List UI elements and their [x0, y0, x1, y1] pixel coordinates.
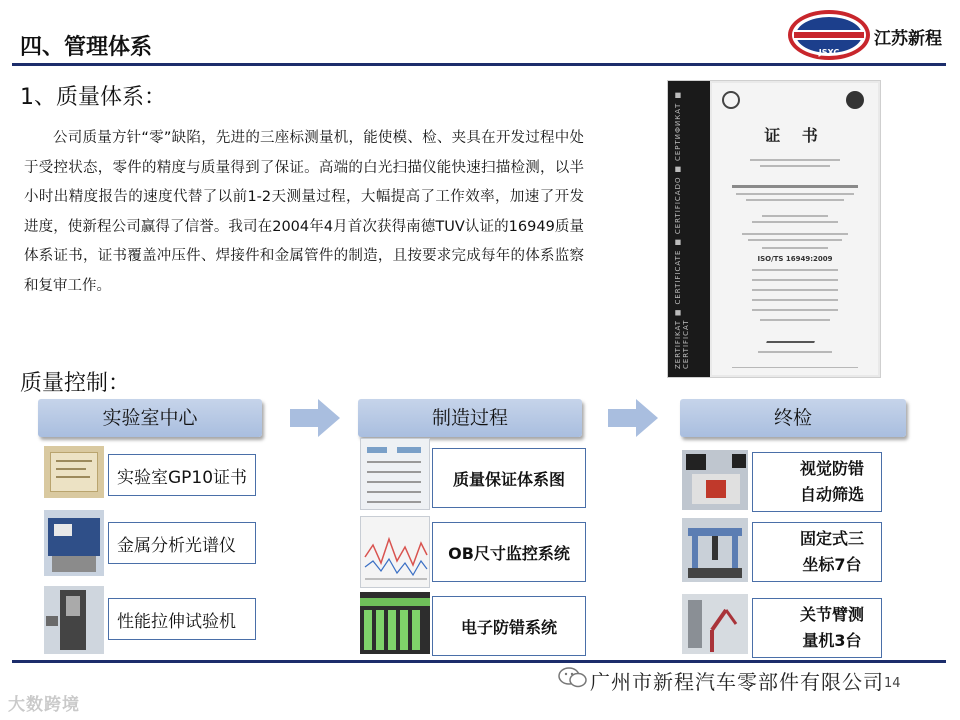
- certificate-text-line: [762, 247, 828, 249]
- certificate-text-line: [748, 239, 842, 241]
- footer-company-name: 广州市新程汽车零部件有限公司: [590, 670, 884, 694]
- certificate-text-line: [732, 185, 858, 188]
- certificate-side-strip: [668, 81, 710, 377]
- certificate-text-line: [752, 269, 838, 271]
- lab-item-tensile-tester: 性能拉伸试验机: [108, 598, 256, 640]
- photo-quality-assurance-chart: [360, 438, 430, 510]
- column-header-final-inspection: 终检: [680, 399, 906, 437]
- logo-mark-text: JSXC: [818, 48, 840, 57]
- quality-control-title: 质量控制：: [20, 371, 131, 396]
- quality-system-subtitle: 1、质量体系：: [20, 85, 166, 110]
- certificate-text-line: [760, 165, 830, 167]
- certificate-text-line: [750, 159, 840, 161]
- final-item-vision-inspection: 视觉防错 自动筛选: [752, 452, 882, 512]
- photo-gp10-certificate: [44, 446, 104, 498]
- photo-arm-cmm: [682, 594, 748, 654]
- certificate-body: [712, 83, 878, 375]
- final-item-cmm: 固定式三 坐标7台: [752, 522, 882, 582]
- mfg-item-ob-monitoring: OB尺寸监控系统: [432, 522, 586, 582]
- company-logo: [786, 8, 872, 62]
- certificate-standard: ISO/TS 16949:2009: [757, 255, 833, 263]
- column-header-lab: 实验室中心: [38, 399, 262, 437]
- certificate-text-line: [752, 279, 838, 281]
- quality-system-paragraph: 公司质量方针“零”缺陷，先进的三座标测量机，能使模、检、夹具在开发过程中处于受控状态，零件的精度与质量得到了保证。高端的白光扫描仪能快速扫描检测，以半小时出精度报告的速度代替了以前1-2天测量过程，大幅提高了工作效率，加速了开发进度，使新程公司赢得了信誉。我司在2004年4月首次获得南德TUV认证的16949质量体系证书，证书覆盖冲压件、焊接件和金属管件的制造，且按要求完成每年的体系监察和复审工作。: [24, 130, 584, 294]
- certificate-heading: 证 书: [764, 126, 826, 145]
- certificate-text-line: [752, 289, 838, 291]
- footer-divider: [12, 660, 946, 663]
- arrow-right-icon: [290, 399, 340, 437]
- certificate-text-line: [762, 215, 828, 217]
- certificate-text-line: [742, 233, 848, 235]
- certificate-text-line: [752, 221, 838, 223]
- certificate-seal-icon: [722, 91, 740, 109]
- section-title: 四、管理体系: [20, 35, 153, 60]
- certificate-text-line: [746, 199, 844, 201]
- arrow-right-icon: [608, 399, 658, 437]
- certificate-image: [667, 80, 881, 378]
- certificate-text-line: [760, 319, 830, 321]
- certificate-text-line: [752, 299, 838, 301]
- certificate-text-line: [758, 351, 832, 353]
- photo-spectrometer: [44, 510, 104, 576]
- header-divider: [12, 63, 946, 66]
- certificate-tuv-icon: [846, 91, 864, 109]
- lab-item-spectrometer: 金属分析光谱仪: [108, 522, 256, 564]
- lab-item-gp10-certificate: 实验室GP10证书: [108, 454, 256, 496]
- mfg-item-error-proofing: 电子防错系统: [432, 596, 586, 656]
- photo-ob-monitoring: [360, 516, 430, 588]
- certificate-text-line: [752, 309, 838, 311]
- certificate-text-line: [736, 193, 854, 195]
- certificate-strip-text: ZERTIFIKAT ■ CERTIFICATE ■ CERTIFICADO ■ СЕРТИФИКАТ ■ CERTIFICAT: [674, 90, 690, 369]
- mfg-item-quality-assurance-chart: 质量保证体系图: [432, 448, 586, 508]
- logo-text: 江苏新程: [874, 29, 942, 49]
- final-item-arm-cmm: 关节臂测 量机3台: [752, 598, 882, 658]
- wechat-icon: [558, 666, 588, 688]
- certificate-text-line: [732, 367, 858, 368]
- certificate-signature: [766, 333, 818, 343]
- photo-cmm: [682, 518, 748, 582]
- page-number: 14: [884, 676, 901, 691]
- photo-vision-inspection: [682, 450, 748, 510]
- photo-tensile-tester: [44, 586, 104, 654]
- watermark-text: 大数跨境: [8, 695, 80, 715]
- column-header-manufacturing: 制造过程: [358, 399, 582, 437]
- photo-error-proofing: [360, 592, 430, 654]
